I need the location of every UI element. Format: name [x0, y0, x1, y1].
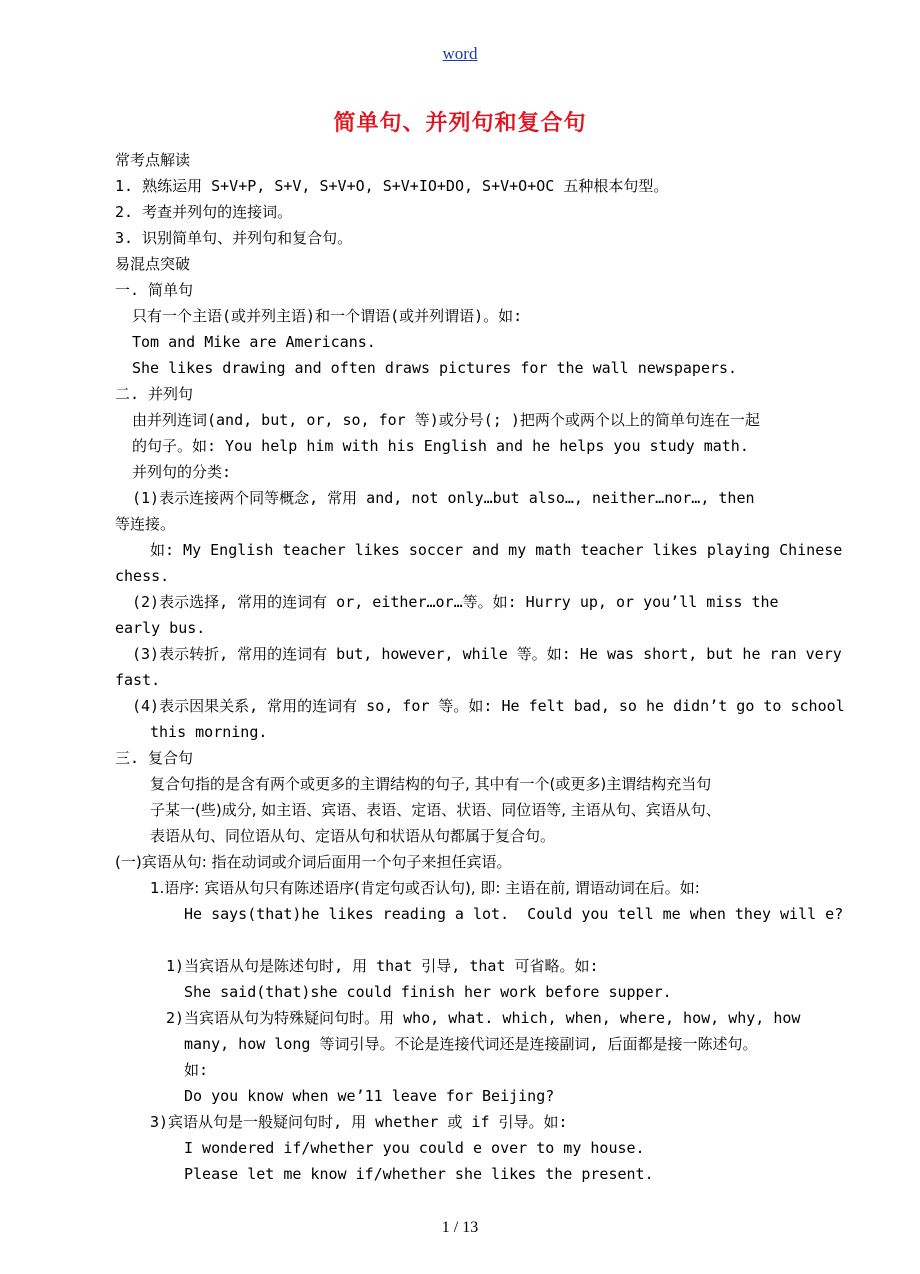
text-line: 3. 识别简单句、并列句和复合句。: [115, 229, 353, 247]
section-heading: 易混点突破: [115, 255, 191, 273]
example-line: She said(that)she could finish her work before supper.: [184, 983, 672, 1001]
text-line: (3)表示转折, 常用的连词有 but, however, while 等。如: He was short, but he ran very: [132, 645, 842, 663]
text-line: 如:: [184, 1061, 209, 1079]
example-line: He says(that)he likes reading a lot. Could you tell me when they will e?: [184, 905, 844, 923]
subsection-heading: (一)宾语从句: 指在动词或介词后面用一个句子来担任宾语。: [115, 853, 512, 871]
example-line: Do you know when we’11 leave for Beijing?: [184, 1087, 555, 1105]
section-heading: 二. 并列句: [115, 385, 194, 403]
text-line: 1.语序: 宾语从句只有陈述语序(肯定句或否认句), 即: 主语在前, 谓语动词在后。如:: [150, 879, 700, 897]
text-line: 并列句的分类:: [132, 463, 232, 481]
text-line: 2)当宾语从句为特殊疑问句时。用 who, what. which, when, where, how, why, how: [166, 1009, 801, 1027]
example-line: Tom and Mike are Americans.: [132, 333, 376, 351]
text-line: 2. 考查并列句的连接词。: [115, 203, 293, 221]
text-line: (2)表示选择, 常用的连词有 or, either…or…等。如: Hurry up, or you’ll miss the: [132, 593, 779, 611]
text-line: 复合句指的是含有两个或更多的主谓结构的句子, 其中有一个(或更多)主谓结构充当句: [150, 775, 712, 793]
text-line: 1. 熟练运用 S+V+P, S+V, S+V+O, S+V+IO+DO, S+V+O+OC 五种根本句型。: [115, 177, 669, 195]
section-heading: 常考点解读: [115, 151, 191, 169]
section-heading: 三. 复合句: [115, 749, 194, 767]
example-line: I wondered if/whether you could e over to my house.: [184, 1139, 645, 1157]
header-word-link[interactable]: word: [442, 44, 478, 63]
text-line: fast.: [115, 671, 161, 689]
text-line: 等连接。: [115, 515, 176, 533]
page-number: 1 / 13: [441, 1219, 479, 1236]
text-line: 3)宾语从句是一般疑问句时, 用 whether 或 if 引导。如:: [150, 1113, 568, 1131]
section-heading: 一. 简单句: [115, 281, 194, 299]
text-line: early bus.: [115, 619, 206, 637]
text-line: this morning.: [150, 723, 268, 741]
text-line: 子某一(些)成分, 如主语、宾语、表语、定语、状语、同位语等, 主语从句、宾语从句、: [150, 801, 721, 819]
text-line: 表语从句、同位语从句、定语从句和状语从句都属于复合句。: [150, 827, 556, 845]
text-line: 由并列连词(and, but, or, so, for 等)或分号(; )把两个或两个以上的简单句连在一起: [132, 411, 760, 429]
example-line: Please let me know if/whether she likes the present.: [184, 1165, 654, 1183]
document-title: 简单句、并列句和复合句: [333, 111, 587, 136]
example-line: chess.: [115, 567, 170, 585]
text-line: (4)表示因果关系, 常用的连词有 so, for 等。如: He felt bad, so he didn’t go to school: [132, 697, 845, 715]
text-line: 1)当宾语从句是陈述句时, 用 that 引导, that 可省略。如:: [166, 957, 599, 975]
text-line: 的句子。如: You help him with his English and he helps you study math.: [132, 437, 749, 455]
text-line: many, how long 等词引导。不论是连接代词还是连接副词, 后面都是接一陈述句。: [184, 1035, 758, 1053]
example-line: She likes drawing and often draws pictures for the wall newspapers.: [132, 359, 738, 377]
text-line: 只有一个主语(或并列主语)和一个谓语(或并列谓语)。如:: [132, 307, 523, 325]
text-line: (1)表示连接两个同等概念, 常用 and, not only…but also…, neither…nor…, then: [132, 489, 755, 507]
example-line: 如: My English teacher likes soccer and my math teacher likes playing Chinese: [150, 541, 843, 559]
